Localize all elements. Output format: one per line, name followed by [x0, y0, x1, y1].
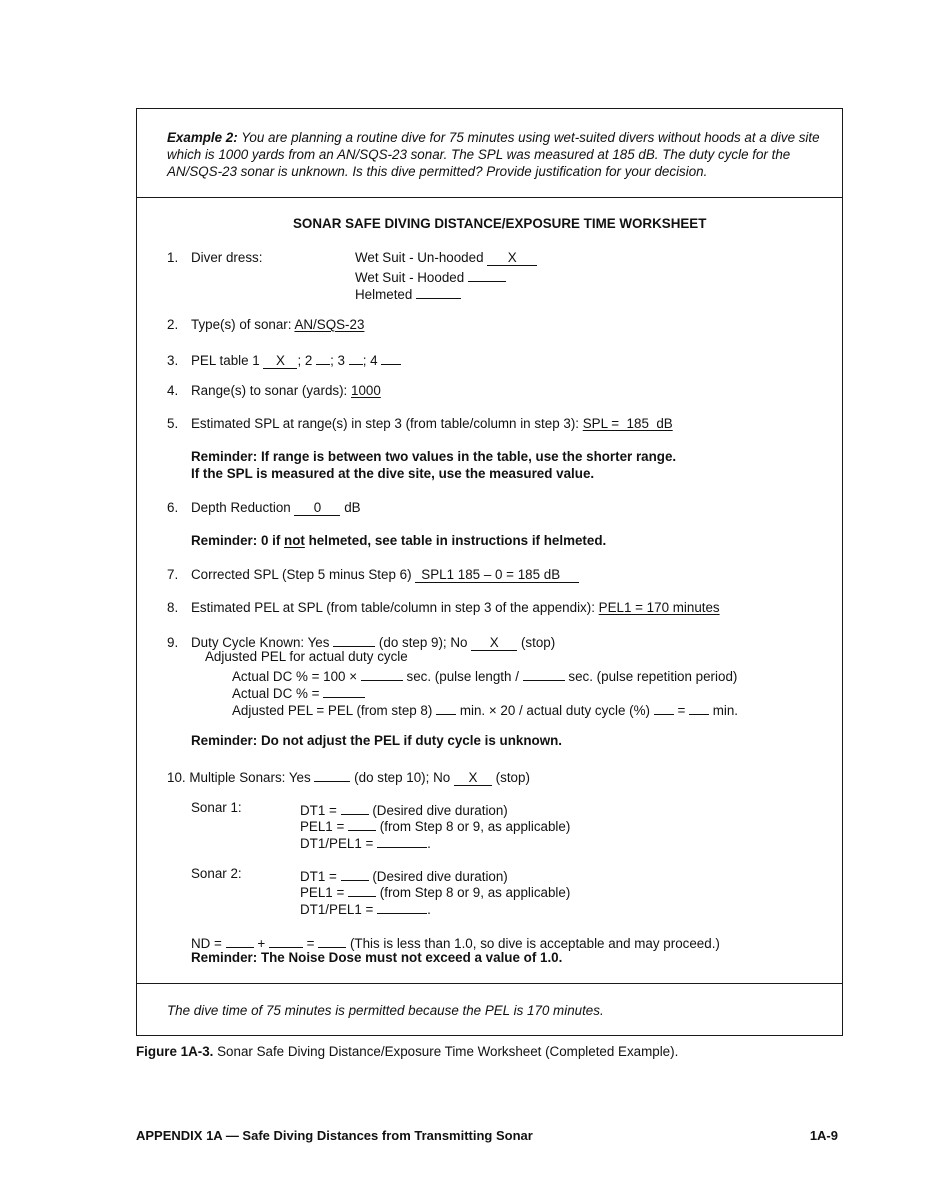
example-label: Example 2:	[167, 130, 238, 145]
adjusted-pel-min-field[interactable]	[436, 700, 456, 715]
step5-reminder-2: If the SPL is measured at the dive site, use the measured value.	[191, 466, 595, 481]
step1-option-hooded: Wet Suit - Hooded	[355, 267, 506, 285]
duty-cycle-yes-field[interactable]	[333, 632, 375, 647]
depth-reduction-field[interactable]: 0	[294, 501, 340, 516]
figure-caption	[136, 1044, 678, 1059]
estimated-pel-value: PEL1 = 170 minutes	[598, 600, 720, 615]
step7-row: 7. Corrected SPL (Step 5 minus Step 6) SPL1 185 – 0 = 185 dB	[167, 567, 579, 583]
noise-dose-line: ND = + = (This is less than 1.0, so dive is acceptable and may proceed.)	[191, 933, 720, 951]
sonar2-ratio-field[interactable]	[377, 899, 427, 914]
step10-reminder: Reminder: The Noise Dose must not exceed a value of 1.0.	[191, 950, 563, 965]
sonar1-pel-field[interactable]	[348, 816, 376, 831]
step9-adjusted-heading: Adjusted PEL for actual duty cycle	[205, 649, 408, 664]
spl-value: SPL = 185 dB	[582, 416, 673, 431]
step9-adjusted-pel-line: Adjusted PEL = PEL (from step 8) min. × 20 / actual duty cycle (%) = min.	[232, 700, 738, 718]
step8-row: 8. Estimated PEL at SPL (from table/column in step 3 of the appendix): PEL1 = 170 minutes	[167, 600, 720, 615]
sonar1-dt-line: DT1 = (Desired dive duration)	[300, 800, 508, 818]
step4-row: 4. Range(s) to sonar (yards): 1000	[167, 383, 381, 398]
footer-title: APPENDIX 1A — Safe Diving Distances from Transmitting Sonar	[136, 1128, 533, 1143]
nd-term1-field[interactable]	[226, 933, 254, 948]
helmeted-field[interactable]	[416, 284, 461, 299]
sonar2-dt-field[interactable]	[341, 866, 369, 881]
pel-table-4-field[interactable]	[381, 350, 401, 365]
page-number: 1A-9	[809, 1128, 838, 1143]
sonar1-label: Sonar 1:	[191, 800, 242, 815]
step1-option-unhooded: Wet Suit - Un-hooded X	[355, 250, 537, 266]
multiple-sonars-yes-field[interactable]	[314, 767, 350, 782]
step9-actual-dc-line: Actual DC % = 100 × sec. (pulse length / sec. (pulse repetition period)	[232, 666, 737, 684]
nd-result-field[interactable]	[318, 933, 346, 948]
sonar1-ratio-field[interactable]	[377, 833, 427, 848]
unhooded-field[interactable]: X	[487, 251, 537, 266]
pulse-period-field[interactable]	[523, 666, 565, 681]
example-question	[167, 129, 827, 180]
step9-reminder: Reminder: Do not adjust the PEL if duty cycle is unknown.	[191, 733, 563, 748]
sonar2-label: Sonar 2:	[191, 866, 242, 881]
pel-table-3-field[interactable]	[349, 350, 363, 365]
figure-label: Figure 1A-3.	[136, 1044, 214, 1059]
figure-text: Sonar Safe Diving Distance/Exposure Time Worksheet (Completed Example).	[217, 1044, 679, 1059]
pel-table-1-field[interactable]: X	[263, 354, 297, 369]
corrected-spl-value: SPL1 185 – 0 = 185 dB	[415, 568, 579, 583]
divider-bottom	[137, 983, 842, 984]
step1-label: Diver dress:	[191, 250, 263, 265]
sonar2-pel-field[interactable]	[348, 882, 376, 897]
duty-cycle-no-field[interactable]: X	[471, 636, 517, 651]
answer-text: The dive time of 75 minutes is permitted because the PEL is 170 minutes.	[167, 1003, 604, 1018]
sonar1-dt-field[interactable]	[341, 800, 369, 815]
sonar2-pel-line: PEL1 = (from Step 8 or 9, as applicable)	[300, 882, 570, 900]
sonar2-ratio-line: DT1/PEL1 = .	[300, 899, 431, 917]
multiple-sonars-no-field[interactable]: X	[454, 771, 492, 786]
worksheet-frame	[136, 108, 843, 1036]
range-value: 1000	[351, 383, 381, 398]
example-text: You are planning a routine dive for 75 minutes using wet-suited divers without hoods at a dive site which is 1000 yards from an AN/SQS-23 sonar. The SPL was measured at 185 dB. The duty cycle for the AN/SQS-23 sonar is unknown. Is this dive permitted? Provide justification for your decision.	[167, 130, 820, 179]
pulse-length-field[interactable]	[361, 666, 403, 681]
divider-top	[137, 197, 842, 198]
sonar1-ratio-line: DT1/PEL1 = .	[300, 833, 431, 851]
worksheet-title: SONAR SAFE DIVING DISTANCE/EXPOSURE TIME WORKSHEET	[293, 216, 707, 231]
hooded-field[interactable]	[468, 267, 506, 282]
nd-term2-field[interactable]	[269, 933, 303, 948]
sonar1-pel-line: PEL1 = (from Step 8 or 9, as applicable)	[300, 816, 570, 834]
sonar-type-value: AN/SQS-23	[294, 317, 365, 332]
step9-actual-dc-result: Actual DC % =	[232, 683, 365, 701]
sonar2-dt-line: DT1 = (Desired dive duration)	[300, 866, 508, 884]
step2-row: 2. Type(s) of sonar: AN/SQS-23	[167, 317, 365, 332]
step5-row: 5. Estimated SPL at range(s) in step 3 (from table/column in step 3): SPL = 185 dB	[167, 416, 673, 431]
step1-option-helmeted: Helmeted	[355, 284, 461, 302]
step6-reminder: Reminder: 0 if not helmeted, see table in instructions if helmeted.	[191, 533, 607, 548]
step6-row: 6. Depth Reduction 0 dB	[167, 500, 361, 515]
step3-row: 3. PEL table 1 X ; 2 ; 3 ; 4	[167, 350, 401, 369]
step9-row: 9. Duty Cycle Known: Yes (do step 9); No X (stop)	[167, 632, 555, 651]
pel-table-2-field[interactable]	[316, 350, 330, 365]
step1-row: 1. Diver dress:	[167, 250, 263, 265]
step5-reminder-1: Reminder: If range is between two values in the table, use the shorter range.	[191, 449, 677, 464]
step10-row: 10. Multiple Sonars: Yes (do step 10); No X (stop)	[167, 767, 530, 786]
actual-dc-field[interactable]	[323, 683, 365, 698]
adjusted-pel-result-field[interactable]	[689, 700, 709, 715]
adjusted-pel-dc-field[interactable]	[654, 700, 674, 715]
